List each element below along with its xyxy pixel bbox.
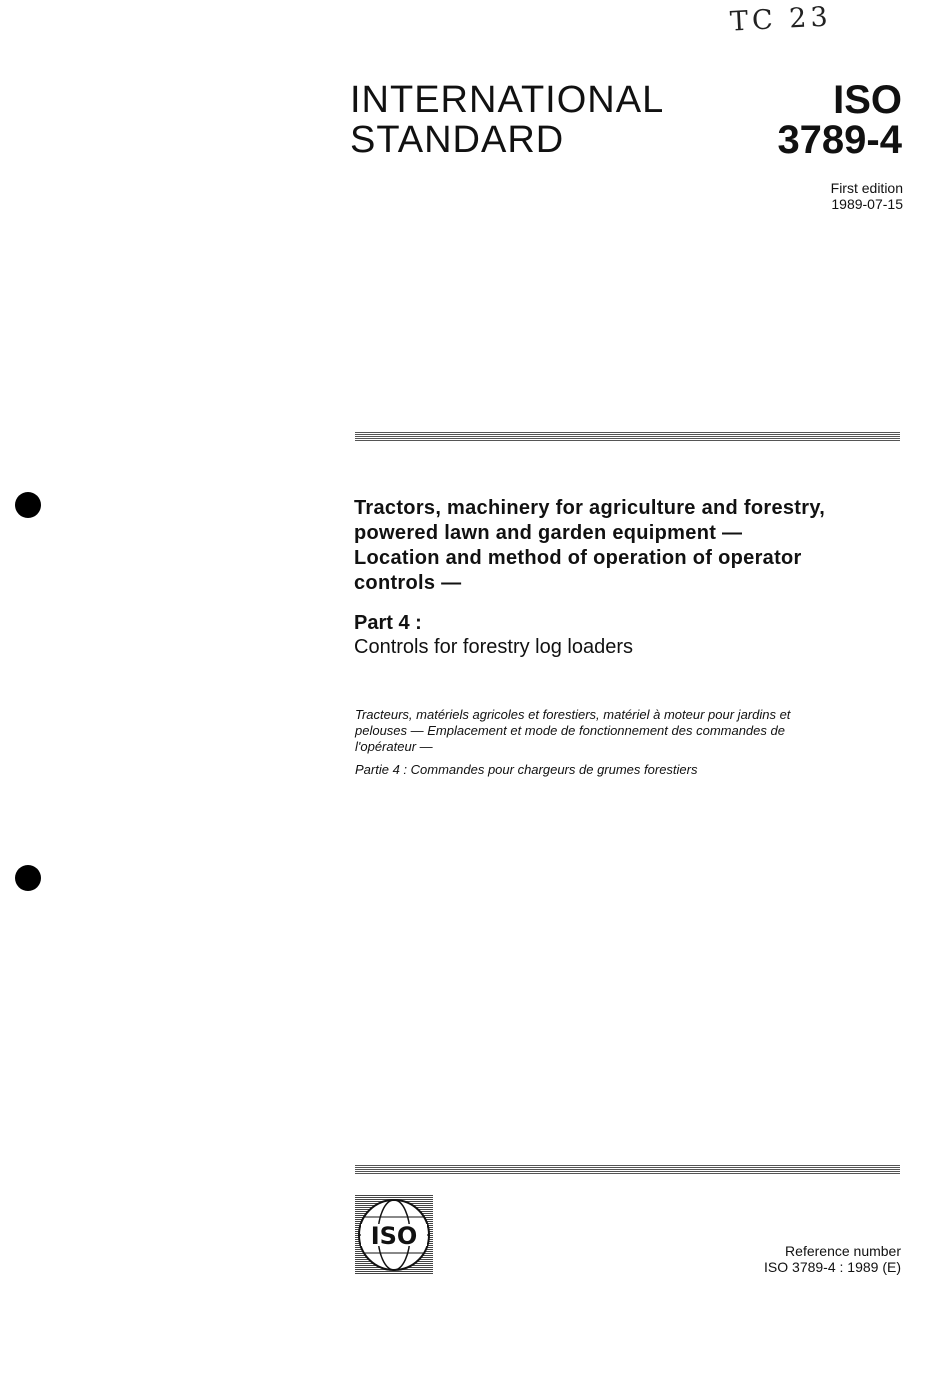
- handwritten-note: TC 23: [729, 1, 833, 38]
- edition-label: First edition: [830, 180, 903, 196]
- french-title: [355, 707, 875, 778]
- doc-type-line-1: INTERNATIONAL: [350, 79, 665, 121]
- title-line-1: Tractors, machinery for agriculture and forestry,: [354, 497, 826, 519]
- reference-number: ISO 3789-4 : 1989 (E): [764, 1259, 901, 1275]
- french-line-2: pelouses — Emplacement et mode de fonctionnement des commandes de: [355, 723, 785, 738]
- iso-logo-text: ISO: [370, 1222, 418, 1250]
- part-heading: Part 4 :: [354, 612, 422, 634]
- edition-date: 1989-07-15: [831, 196, 903, 212]
- title-line-3: Location and method of operation of operator: [354, 547, 802, 569]
- reference-label: Reference number: [785, 1243, 901, 1259]
- iso-label: ISO: [833, 78, 902, 122]
- french-part: Partie 4 : Commandes pour chargeurs de grumes forestiers: [355, 762, 698, 777]
- english-title: [354, 496, 914, 596]
- french-title-lines: [355, 707, 875, 755]
- title-line-4: controls —: [354, 572, 462, 594]
- title-line-2: powered lawn and garden equipment —: [354, 522, 743, 544]
- iso-logo-icon: [355, 1195, 433, 1275]
- punch-hole-bottom: [15, 865, 41, 891]
- document-type: [350, 80, 664, 160]
- french-line-3: l'opérateur —: [355, 739, 433, 754]
- standard-number: [777, 80, 902, 160]
- part-subtitle: Controls for forestry log loaders: [354, 636, 634, 658]
- doc-type-line-2: STANDARD: [350, 119, 565, 161]
- french-line-1: Tracteurs, matériels agricoles et forestiers, matériel à moteur pour jardins et: [355, 707, 791, 722]
- bottom-rule-divider: [355, 1165, 900, 1174]
- edition-info: [831, 180, 903, 212]
- reference-block: [764, 1243, 901, 1275]
- iso-number: 3789-4: [777, 118, 902, 162]
- top-rule-divider: [355, 432, 900, 441]
- punch-hole-top: [15, 492, 41, 518]
